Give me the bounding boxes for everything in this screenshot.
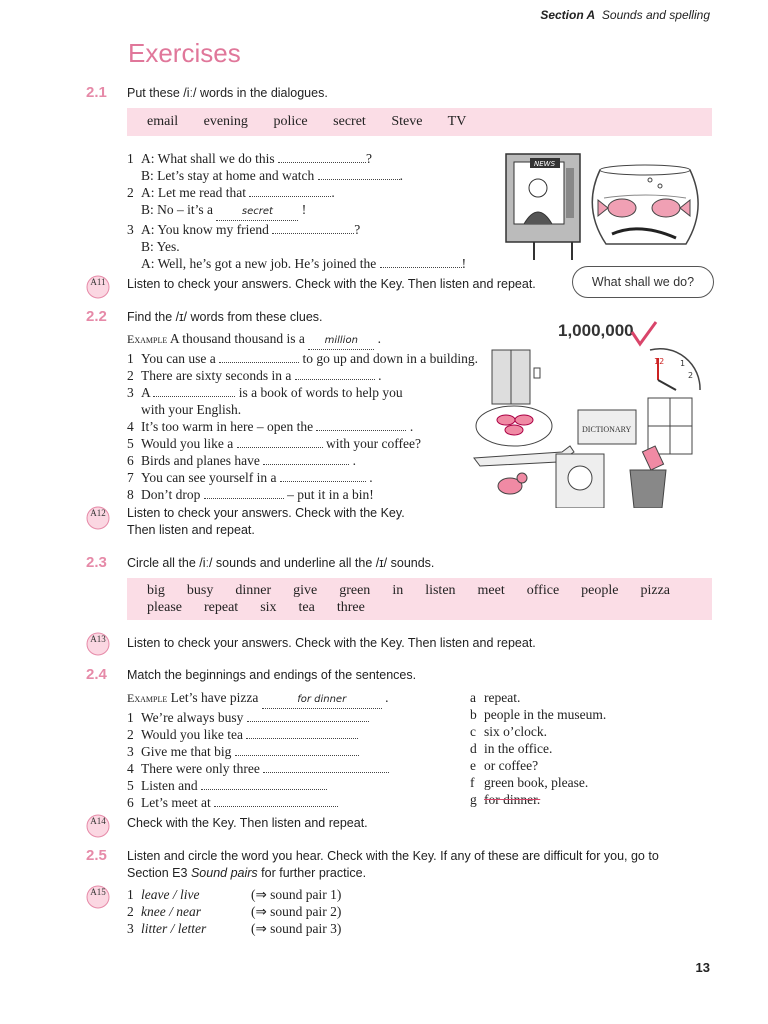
clue-line: 5 Would you like a with your coffee? [127,436,421,451]
answer-blank[interactable] [153,385,235,397]
ending-line: f green book, please. [470,775,589,790]
sound-pair-words[interactable]: litter / letter [141,921,207,936]
answer-blank[interactable] [272,222,354,234]
answer-blank[interactable] [246,727,358,739]
audio-instruction-2-3: Listen to check your answers. Check with the Key. Then listen and repeat. [127,636,536,650]
word-item[interactable]: green [339,583,371,598]
dialogue-line: B: No – it’s a secret ! [127,201,466,221]
check-mark-icon [632,322,656,344]
answer-blank[interactable] [263,761,389,773]
clue-line: 3 A is a book of words to help you [127,385,403,400]
clue-line: 7 You can see yourself in a . [127,470,373,485]
clock-icon [650,349,700,390]
clue-line: 2 There are sixty seconds in a . [127,368,382,383]
answer-blank[interactable] [295,368,375,380]
svg-text:12: 12 [654,357,665,366]
ending-line: g for dinner. [470,792,541,807]
clue-line: 8 Don’t drop – put it in a bin! [127,487,374,502]
exercise-instruction-2-4: Match the beginnings and endings of the sentences. [127,668,417,682]
ending-line: d in the office. [470,741,553,756]
word-item: police [273,114,308,129]
ending-line: e or coffee? [470,758,539,773]
word-item: Steve [391,114,423,129]
word-item[interactable]: listen [425,583,456,598]
answer-blank[interactable] [235,744,359,756]
word-item[interactable]: tea [298,600,315,615]
exercise-instruction-2-5b: Section E3 Sound pairs for further practice. [127,866,367,880]
window-icon [648,398,692,454]
audio-instruction-2-2b: Then listen and repeat. [127,523,255,537]
dialogue-line: B: Let’s stay at home and watch . [141,168,403,183]
sentence-endings [470,689,606,808]
clue-line: 4 It’s too warm in here – open the . [127,419,414,434]
audio-instruction-2-1: Listen to check your answers. Check with the Key. Then listen and repeat. [127,277,536,291]
answer-blank[interactable] [201,778,327,790]
audio-track-icon[interactable]: A12 [86,506,110,530]
beginning-line: 4 There were only three [127,760,389,777]
word-item[interactable]: big [147,583,165,598]
word-item[interactable]: people [581,583,619,598]
dialogue-line: 1 A: What shall we do this ? [127,151,372,166]
exercise-instruction-2-3: Circle all the /iː/ sounds and underline all the /ɪ/ sounds. [127,556,435,570]
million-label: 1,000,000 [558,321,634,340]
biscuits-plate-icon [476,406,552,446]
ending-line: b people in the museum. [470,707,607,722]
sound-pair-words[interactable]: leave / live [141,887,200,902]
sound-pair-words[interactable]: knee / near [141,904,201,919]
sound-pairs-list [127,886,341,937]
sound-pair-line: 1 leave / live (⇒ sound pair 1) [127,887,342,902]
exercise-number-2-1: 2.1 [86,84,107,101]
dialogue-line: A: Well, he’s got a new job. He’s joined the ! [141,256,467,271]
exercise-number-2-4: 2.4 [86,666,107,683]
word-item[interactable]: give [293,583,318,598]
audio-instruction-2-4: Check with the Key. Then listen and repeat. [127,816,368,830]
clue-line: 1 You can use a to go up and down in a building. [127,351,478,366]
dialogue-line: 2 A: Let me read that . [127,185,335,200]
example-line: Example Let’s have pizza for dinner . [127,689,389,709]
ending-line: a repeat. [470,690,521,705]
word-item[interactable]: six [260,600,277,615]
answer-blank[interactable] [318,168,400,180]
speech-bubble: What shall we do? [572,266,714,298]
answer-blank[interactable] [278,151,366,163]
exercise-instruction-2-2: Find the /ɪ/ words from these clues. [127,310,323,324]
answer-blank[interactable] [263,453,349,465]
exercise-number-2-5: 2.5 [86,847,107,864]
svg-text:2: 2 [688,371,694,380]
answer-blank[interactable] [247,710,369,722]
page-title: Exercises [128,38,241,68]
answer-blank[interactable] [280,470,366,482]
word-item[interactable]: pizza [640,583,671,598]
audio-track-icon[interactable]: A11 [86,275,110,299]
word-box-2-3 [127,578,712,620]
answer-blank[interactable] [219,351,299,363]
tv-icon [506,154,580,260]
clue-illustrations [470,318,710,508]
example-answer: million [308,332,374,350]
answer-blank[interactable] [380,256,462,268]
beginning-line: 5 Listen and [127,777,389,794]
word-item: secret [333,114,366,129]
beginning-line: 3 Give me that big [127,743,389,760]
audio-track-icon[interactable]: A13 [86,632,110,656]
example-answer: secret [216,203,298,221]
word-item: evening [203,114,248,129]
tv-fishbowl-illustration [500,148,710,268]
sound-pair-line: 2 knee / near (⇒ sound pair 2) [127,904,342,919]
section-subtitle: Sounds and spelling [601,8,710,22]
answer-blank[interactable] [249,185,331,197]
word-item: email [147,114,179,129]
section-label: Section A [540,8,596,22]
section-header [540,8,710,22]
answer-blank[interactable] [204,487,284,499]
word-item[interactable]: dinner [235,583,272,598]
word-box-2-1 [127,108,712,136]
ending-line: c six o’clock. [470,724,547,739]
word-item[interactable]: repeat [203,600,239,615]
beginning-line: 1 We’re always busy [127,709,389,726]
lift-icon [492,350,540,404]
word-item[interactable]: please [147,600,182,615]
bin-icon [630,446,666,508]
exercise-instruction-2-5: Listen and circle the word you hear. Check with the Key. If any of these are difficult for you, go to [127,849,659,863]
clue-line: with your English. [141,402,242,417]
exercise-number-2-2: 2.2 [86,308,107,325]
svg-text:DICTIONARY: DICTIONARY [582,425,632,434]
word-item[interactable]: office [526,583,560,598]
audio-track-icon[interactable]: A15 [86,885,110,909]
dialogue-line: B: Yes. [141,239,180,254]
svg-text:1: 1 [680,359,686,368]
example-line: Example A thousand thousand is a million . [127,330,478,350]
word-item[interactable]: three [336,600,365,615]
word-item[interactable]: busy [186,583,214,598]
word-item[interactable]: in [392,583,404,598]
audio-instruction-2-2: Listen to check your answers. Check with the Key. [127,506,405,520]
word-item: TV [447,114,467,129]
answer-blank[interactable] [316,419,406,431]
audio-track-icon[interactable]: A14 [86,814,110,838]
answer-blank[interactable] [237,436,323,448]
sentence-beginnings [127,689,389,811]
dialogue-line: 3 A: You know my friend ? [127,222,361,237]
page-number: 13 [695,960,710,975]
fishbowl-icon [592,165,698,244]
beginning-line: 6 Let’s meet at [127,794,389,811]
beginning-line: 2 Would you like tea [127,726,389,743]
sound-pair-line: 3 litter / letter (⇒ sound pair 3) [127,921,342,936]
dialogue-lines-2-1 [127,150,466,272]
bird-icon [498,473,527,494]
clue-line: 6 Birds and planes have . [127,453,356,468]
example-answer: for dinner [262,691,382,709]
dictionary-icon [578,410,636,444]
word-item[interactable]: meet [477,583,505,598]
clue-lines-2-2 [127,330,478,503]
mirror-icon [556,454,604,508]
exercise-instruction-2-1: Put these /iː/ words in the dialogues. [127,86,328,100]
exercise-number-2-3: 2.3 [86,554,107,571]
news-label: NEWS [534,160,556,168]
answer-blank[interactable] [214,795,338,807]
